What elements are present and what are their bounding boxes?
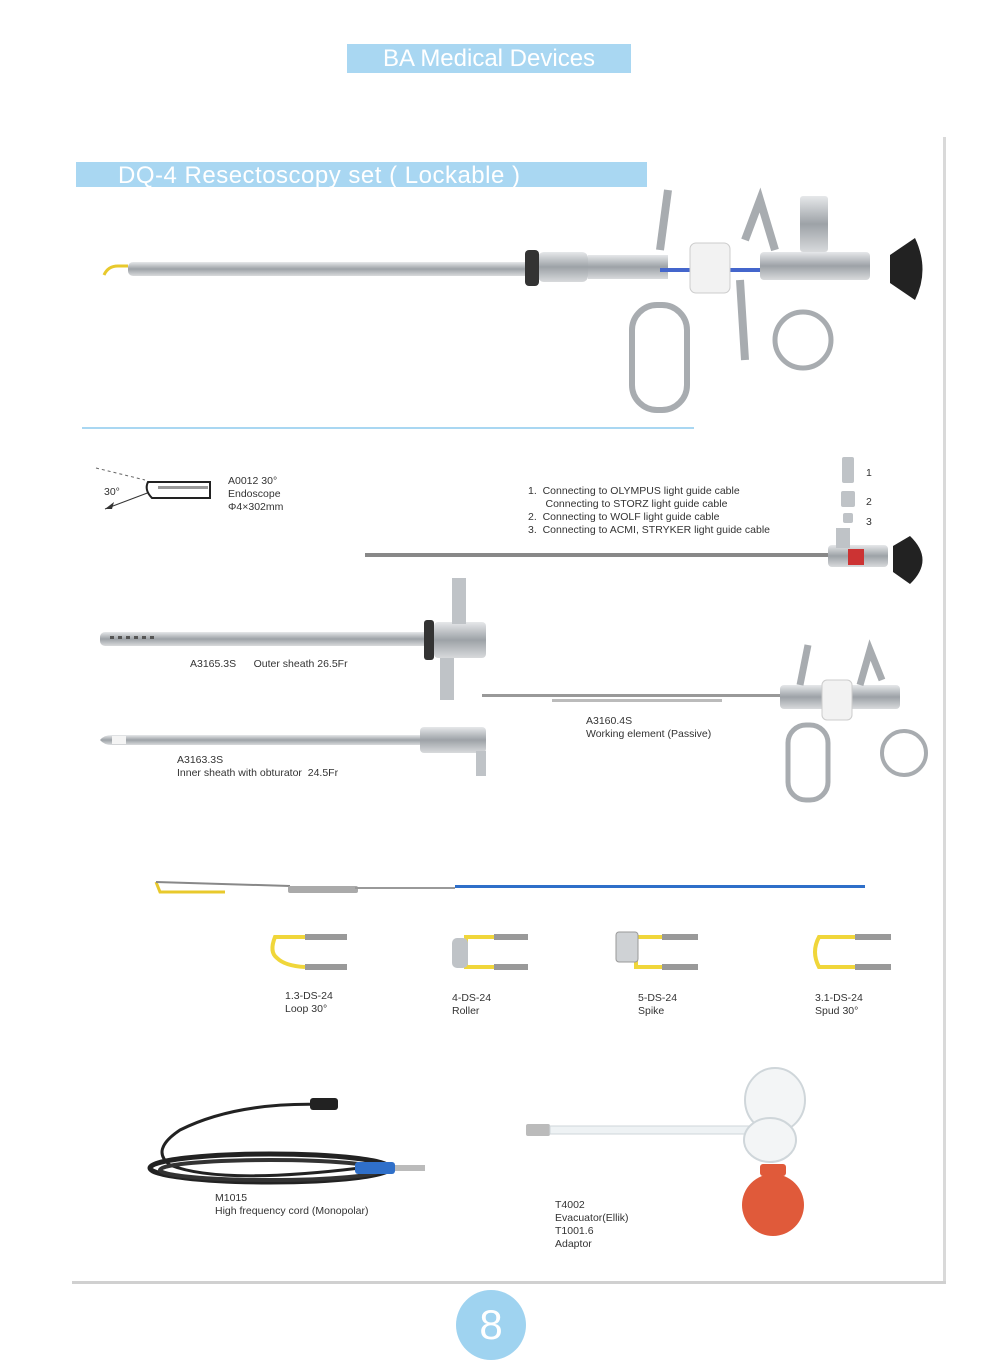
endoscope-note-3: 3. Connecting to ACMI, STRYKER light guide cable [528,524,771,536]
light-adapters-image [835,455,865,525]
section-title: DQ-4 Resectoscopy set ( Lockable ) [76,162,647,187]
endoscope-note-2: 2. Connecting to WOLF light guide cable [528,511,720,523]
outer-sheath-label: A3165.3S Outer sheath 26.5Fr [190,658,348,670]
electrode-image [0,870,1000,910]
adapter-number-1: 1 [866,467,872,479]
electrode-code-4: 3.1-DS-24 [815,992,863,1004]
roller-electrode-image [444,928,534,978]
working-element-name: Working element (Passive) [586,728,712,740]
adapter-number-2: 2 [866,496,872,508]
endoscope-note-1b: Connecting to STORZ light guide cable [528,498,728,510]
hf-cord-image [140,1090,440,1200]
adaptor-name: Adaptor [555,1238,592,1250]
frame-line-bottom [72,1281,946,1284]
assembled-resectoscope-image [0,0,1000,430]
electrode-code-3: 5-DS-24 [638,992,678,1004]
inner-sheath-image [0,715,1000,780]
inner-sheath-code: A3163.3S [177,754,224,766]
adaptor-code: T1001.6 [555,1225,594,1237]
endoscope-angle-label: 30° [104,486,120,498]
page-number: 8 [456,1290,526,1360]
loop-electrode-image [265,928,355,978]
spike-electrode-image [612,928,702,978]
electrode-code-2: 4-DS-24 [452,992,492,1004]
endoscope-note-1: 1. Connecting to OLYMPUS light guide cable [528,485,740,497]
cord-code: M1015 [215,1192,248,1204]
electrode-name-1: Loop 30° [285,1003,328,1015]
endoscope-size: Φ4×302mm [228,501,284,513]
electrode-code-1: 1.3-DS-24 [285,990,333,1002]
endoscope-code: A0012 30° [228,475,278,487]
evacuator-name: Evacuator(Ellik) [555,1212,629,1224]
spud-electrode-image [805,928,895,978]
electrode-name-3: Spike [638,1005,665,1017]
cord-name: High frequency cord (Monopolar) [215,1205,369,1217]
working-element-code: A3160.4S [586,715,633,727]
inner-sheath-name: Inner sheath with obturator 24.5Fr [177,767,339,779]
electrode-name-4: Spud 30° [815,1005,859,1017]
evacuator-code: T4002 [555,1199,585,1211]
adapter-number-3: 3 [866,516,872,528]
endoscope-name: Endoscope [228,488,281,500]
electrode-name-2: Roller [452,1005,480,1017]
brand-banner: BA Medical Devices [347,44,631,73]
